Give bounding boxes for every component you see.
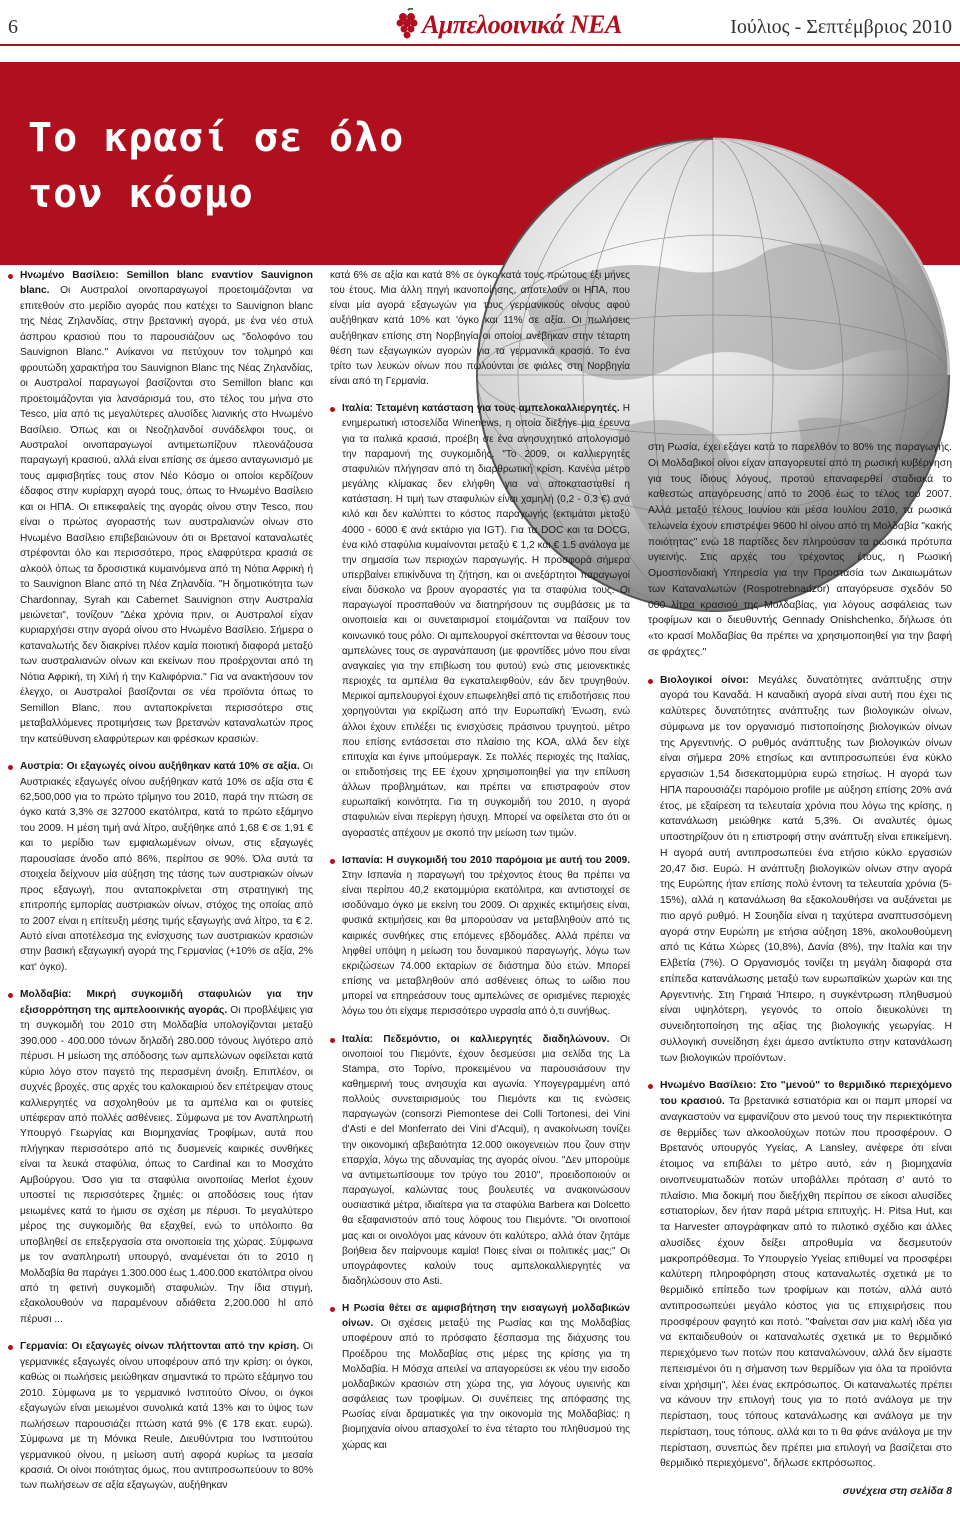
article-uk-calories [648,1078,952,1472]
article-italy [330,401,630,841]
issue-date: Ιούλιος - Σεπτέμβριος 2010 [730,16,952,38]
article-body: Οι Αυστριακές εξαγωγές οίνου αυξήθηκαν κατά 10% σε αξία στα € 62,500,000 για το πρώτο τρίμηνο του 2010, παρά την πτώση σε όγκο κατά 3,3% σε 327000 εκατόλιτρα, κατά το πρώτο εξάμηνο του 2009. Η μέση τιμή ανά λίτρο, αυξήθηκε από 1,68 € σε 1,91 € και το μερίδιο των εμφιαλωμένων οίνων, στις εξαγωγές παρουσίασε άνοδο από 86%, περίπου σε 90%. Όλα αυτά τα στοιχεία δείχνουν μία αύξηση της τάσης των αυστριακών οίνων προς εξαγωγή, που ανταποκρίνεται στη στρατηγική της επιτροπής εμπορίας αυστριακών οίνων, στόχος της οποίας από το 2007 είναι η επίτευξη μέσης τιμής εξαγωγής ανά λίτρο, τα € 2. Αυτό είναι αποτέλεσμα της ενίσχυσης των αυστριακών κρασιών στην βασική εξαγωγική αγορά της Γερμανίας (+10% σε αξία, 2% κατ' όγκο). [20,761,313,973]
title-line-2: τον κόσμο [28,171,254,217]
column-2 [330,268,630,1465]
continued-on-page: συνέχεια στη σελίδα 8 [842,1486,952,1497]
article-organic-wines [648,673,952,1067]
article-body: Οι Αυστραλοί οινοπαραγωγοί προετοιμάζονται να επιτεθούν στο μερίδιο αγοράς που κατέχει το Sauvignon blanc της Νέας Ζηλανδίας, στην βρετανική αγορά, με ένα νέο στυλ άσπρου κρασιού που το παρουσιάζουν ως "δολοφόνο του Sauvignon Blanc." Ανίκανοι να πετύχουν τον τολμηρό και φρουτώδη χαρακτήρα του Sauvignon Blanc της Νέας Ζηλανδίας, οι Αυστραλοί παραγωγοί βασίζονται στο Semillon blanc και προετοιμάζονται για λανσάρισμά του, στο τέλος του μήνα στο Tesco, μία από τις μεγαλύτερες αλυσίδες λιανικής στο Ηνωμένο Βασίλειο. Όπως και οι Νεοζηλανδοί συνάδελφοι τους, οι Αυστραλοί οινοπαραγωγοί αντιμετωπίζουν πλεονάζουσα παραγωγή κρασιού, αλλά είναι επίσης σε άμεσο ανταγωνισμό με τους αμφισβητίες τους στον Νέο Κόσμο οι οποίοι κερδίζουν έδαφος στην κυρίαρχη αγορά τους, όπως το Ηνωμένο Βασίλειο και οι ΗΠΑ. Οι επικεφαλείς της αγοράς οίνου στην Tesco, που είναι ο πρώτος αγοραστής των αυστραλιανών οίνων στο Ηνωμένο Βασίλειο επιβεβαιώνουν ότι οι Βρετανοί καταναλωτές στρέφονται όλο και περισσότερο, προς ελαφρύτερα κρασιά σε αλκοόλ όπως τα δροσιστικά κυμαινόμενα από τη Νότια Αφρική ή το Sauvignon Blanc από τη Νέα Ζηλανδία. "Η δημοτικότητα των Chardonnay, Syrah και Cabernet Sauvignon στην Αυστραλία μειώνεται", τονίζουν "Δέκα χρόνια πριν, οι Αυστραλοί είχαν κυριαρχήσει στην αγορά οίνου στο Ηνωμένο Βασίλειο. Σήμερα ο καταναλωτής δεν διακρίνει πλέον καμία ποιοτική διαφορά μεταξύ των αυστραλιανών οίνων και εκείνων που προέρχονται από τη Νότια Αφρική, τη Χιλή ή την Καλιφόρνια." Για να ανακτήσουν τον έλεγχο, οι Αυστραλοί βασίζονται σε νέα προϊόντα όπως το Semillon Blanc, που ανταποκρίνεται περισσότερο στις μεταβαλλόμενες προτιμήσεις των βρετανών καταναλωτών προς την κατεύθυνση ελαφρύτερων και φρέσκων κρασιών. [20,285,313,745]
article-germany-continued: κατά 6% σε αξία και κατά 8% σε όγκο κατά τους πρώτους έξι μήνες του έτους. Μια άλλη πηγή ικανοποίησης, αποτελούν οι ΗΠΑ, που είναι μία αγορά εξαγωγών για τους γερμανικούς οίνους αφού αυξήθηκαν κατά 10% κατ 'όγκο και 11% σε αξία. Οι πωλήσεις αυξήθηκαν επίσης στη Νορβηγία οι οποίοι ανέβηκαν στην τέταρτη θέση των εξαγωγικών αγορών για τα γερμανικά κρασιά. Το ένα τρίτο των λευκών οίνων που πωλούνται σε φιάλες στη Νορβηγία είναι από τη Γερμανία. [330,270,630,388]
page-number: 6 [8,16,18,38]
article-heading: Αυστρία: Οι εξαγωγές οίνου αυξήθηκαν κατά 10% σε αξία. [20,761,300,773]
article-austria [8,759,313,975]
article-body: Στην Ισπανία η παραγωγή του τρέχοντος έτους θα πρέπει να είναι περίπου 40,2 εκατομμύρια εκατόλιτρα, και αντιστοιχεί σε ισοδύναμο όγκο με εκείνη του 2009. Οι αρχικές εκτιμήσεις είναι, φυσικά εκτιμήσεις και θα μπορούσαν να μεταβληθούν από τις καιρικές συνθήκες στις επόμενες εβδομάδες. Αλλά πρέπει να ληφθεί υπόψη η μείωση του δυναμικού παραγωγής, λόγω των εκριζώσεων 74.000 εκταρίων σε διάστημα δύο ετών. Μπορεί επίσης να μεταβληθούν από ασθένειες όπως το ωίδιο που μπορεί να επηρεάσουν τους αμπελώνες σε ορισμένες περιοχές λόγω του ότι είχαμε περισσότερο υγρασία από ό,τι συνήθως. [342,869,630,1018]
article-spain [330,853,630,1020]
column-1 [8,268,313,1506]
article-heading: Ιταλία: Τεταμένη κατάσταση για τους αμπελοκαλλιεργητές. [342,403,620,415]
article-heading: Ιταλία: Πεδεμόντιο, οι καλλιεργητές διαδηλώνουν. [342,1033,610,1045]
article-piedmont [330,1032,630,1290]
article-body: Μεγάλες δυνατότητες ανάπτυξης στην αγορά του Καναδά. Η καναδική αγορά είναι αυτή που έχει τις καλύτερες δυνατότητες ανάπτυξης των βιολογικών οίνων, σύμφωνα με τον οργανισμό πιστοποίησης βιολογικών οίνων της Αργεντινής. Ο ρυθμός ανάπτυξης των βιολογικών οίνων είναι σήμερα 20% ετησίως και αντιπροσωπεύει ένα κύκλο εργασιών 1,54 δισεκατομμύρια ευρώ ετησίως. Η αγορά των ΗΠΑ παρουσιάζει παρόμοιο profile με αύξηση επίσης 20% ανά έτος, με εξαίρεση τα τελευταία χρόνια που λόγω της κρίσης, η κατανάλωση μειώθηκε κατά 5,3%. Οι αναλυτές όμως υποστηρίζουν ότι η επιστροφή στην ανάπτυξη είναι επικείμενη. Η αγορά αυτή αντιπροσωπεύει ένα ετήσιο κύκλο εργασιών 20,47 δισ. Ευρώ. Η ανάπτυξη βιολογικών οίνων στην αγορά της Ευρώπης ήταν επίσης πολύ έντονη τα τελευταία χρόνια (5-15%), αλλά η κατανάλωση θα εξακολουθήσει να αυξάνεται με πιο αργό ρυθμό. Η Σουηδία είναι η ταχύτερα αναπτυσσόμενη αγορά στην Ευρώπη με ετήσια αύξηση 18%, ακολουθούμενη από τις Κάτω Χώρες (10,8%), Δανία (8%), την Ιταλία και την Ελβετία (7%). Ο Οργανισμός τονίζει τη μεγάλη διαφορά στα επίπεδα κατανάλωσης μεταξύ των ευρωπαϊκών χωρών και της Αργεντινής. Στη Γηραιά Ήπειρο, η συγκέντρωση πληθυσμού είναι υψηλότερη, γεγονός το οποίο διευκολύνει τη συνειδητοποίηση της αξίας της βιολογικής γεωργίας. Η συλλογική συνείδηση έχει άμεσο αντίκτυπο στην κατανάλωση των βιολογικών προϊόντων. [660,674,952,1064]
publication-logo [396,6,622,46]
article-heading: Ισπανία: Η συγκομιδή του 2010 παρόμοια με αυτή του 2009. [342,854,630,866]
article-heading: Γερμανία: Οι εξαγωγές οίνων πλήττονται από την κρίση. [20,1341,300,1353]
article-moldova [8,987,313,1327]
article-heading: Μολδαβία: Μικρή συγκομιδή σταφυλιών για την εξισορρόπηση της αμπελοοινικής αγοράς. [20,989,313,1016]
article-body: Οι γερμανικές εξαγωγές οίνου υποφέρουν από την κρίση: οι όγκοι, καθώς οι πωλήσεις μειώθηκαν σημαντικά το πρώτο εξάμηνο του 2010. Σύμφωνα με το γερμανικό Ινστιτούτο Οίνου, οι όγκοι εξαγωγών είναι μειωμένοι συνολικά κατά 13% και το ύψος των πωλήσεων παρουσιάζει πτώση κατά 9% (€ 178 εκατ. ευρώ). Σύμφωνα με τη Μόνικα Reule, Διευθύντρια του Ινστιτούτου γερμανικού οίνου, η μείωση αυτή αφορά κυρίως τα μεσαία κρασιά. Οι οίνοι ποιότητας όμως, που αντιπροσωπεύουν το 80% των πωλήσεων σε αξία εξαγωγών, αυξήθηκαν [20,1341,313,1492]
article-heading: Η Ρωσία θέτει σε αμφισβήτηση την εισαγωγή μολδαβικών οίνων. [342,1303,630,1330]
article-body: Οι σχέσεις μεταξύ της Ρωσίας και της Μολδαβίας υποφέρουν από το πρόσφατο ξέσπασμα της διάχυσης του Προέδρου της Μολδαβίας στις μέρες της κρίσης για τη Μολδαβία. Η Μόσχα απειλεί να απαγορεύσει εκ νέου την εισοδο μολδαβικών κρασιών στη χώρα της, για λόγους υγιεινής και ασφάλειας των τροφίμων. Οι συνέπειες της απόφασης της Ρωσίας είναι δραματικές για την οικονομία της Μολδαβίας: η βιομηχανία οίνου απασχολεί το ένα τέταρτο του πληθυσμού της χώρας και [342,1318,630,1451]
title-line-1: Το κρασί σε όλο [28,115,405,161]
article-body: Η ενημερωτική ιστοσελίδα Winenews, η οποία διεξήγε μια έρευνα για τα ιταλικά κρασιά, προέβη σε ένα ανησυχητικό απολογισμό την παραμονή της συγκομιδής. "Το 2009, οι καλλιεργητές σταφυλιών πλήγησαν από τη διαρθρωτική κρίση. Κανένα μέτρο μεγάλης κλίμακας δεν ελήφθη για να αποκατασταθεί η κατάσταση. Η τιμή των σταφυλιών είναι χαμηλή (0,2 - 0,3 €) ανά κιλό και δεν καλύπτει το κόστος παραγωγής (εκτιμάται μεταξύ 4000 - 6000 € ανά εκτάριο για IGT). Για τα DOC και τα DOCG, ένα κιλό σταφύλια κυμαίνονται μεταξύ € 1,2 και € 1.5 ανάλογα με την σημασία των περιοχών παραγωγής. Η προσφορά σήμερα υπερβαίνει επικίνδυνα τη ζήτηση, και οι ανεξάρτητοι παραγωγοί είναι δύσκολο να βρουν αγοραστές για τα σταφύλια τους. Οι παραγωγοί προσπαθούν να διατηρήσουν τις συμβάσεις με τα οινοποιεία και οι συνεταιρισμοί ετοιμάζονται να παίξουν τον κοινωνικό τους ρόλο. Οι αμπελουργοί σκέπτονται να θέσουν τους αμπελώνες τους σε αγρανάπαυση (με φροντίδες μόνο που είναι αναγκαίες για την επιβίωση του φυτού) ενώ στις μειονεκτικές περιοχές τα αμπέλια θα εγκαταλειφθούν, εάν δεν τρυγηθούν. Μερικοί αμπελουργοί έχουν επωφεληθεί από τις επιδοτήσεις που χορηγούνται για εκρίζωση από την Ευρωπαϊκή Ένωση, ενώ άλλοι έχουν επιλέξει τις ενισχύσεις πράσινου τρυγητού, μέτρο που επίσης εντάσσεται στο πλαίσιο της ΚΟΑ, αλλά δεν είχε επιτυχία και έγινε μπούμεραγκ. Σε πολλές περιοχές της Ιταλίας, οι επιδοτήσεις της ΕΕ έχουν χρησιμοποιηθεί για την επίλυση άλλων προβλημάτων, και πρέπει να επιστραφούν στον ευρωπαϊκή κοινότητα. Για τη συγκομιδή του 2010, η αγορά σταφυλιών είναι περίεργη ήσυχη. Μπορεί να οφείλεται στο ότι οι αγοραστές απέχουν με σκοπό την μείωση των τιμών. [342,403,631,839]
article-body: Τα βρετανικά εστιατόρια και οι παμπ μπορεί να αναγκαστούν να εμφανίζουν στο μενού τους την περιεκτικότητα σε θερμίδες των αλκοολούχων ποτών που προσφέρουν. Ο Βρετανός υπουργός Υγείας, Α Lansley, ανέφερε ότι είναι έτοιμος να επιβάλει το μέτρο αυτό, εάν η βιομηχανία οινοπνευματωδών ποτών υποβάλλει πρόταση σ' αυτό το πλαίσιο. Μια δοκιμή που διεξήχθη περίπου σε είκοσι αλυσίδες εστιατορίων, δεν ήταν παρά μέτρια επιτυχής. Η. Pitsa Hut, και τα Harvester απογράφηκαν από το πιλοτικό σχέδιο και άλλες αλυσίδες έχουν δείξει απροθυμία να δεσμευτούν μακροπρόθεσμα. Το Υπουργείο Υγείας επιθυμεί να προσφέρει καλύτερη πληροφόρηση στους καταναλωτές σχετικά με το θερμιδικό επίπεδο των τροφίμων και ποτών, αλλά αυτό αντιπροσωπεύει μεγάλο κόστος για τις επιχειρήσεις που προσφέρουν φαγητό και ποτό. "Φαίνεται σαν μια καλή ιδέα για να εκπαιδευθούν οι καταναλωτές σχετικά με το θερμιδικό περιεχόμενο των ποτών που καταναλώνουν, αλλά δεν είμαστε πεπεισμένοι ότι η σήμανση των θερμίδων για όλα τα προϊόντα είναι χρήσιμη", λέει ένας εκπρόσωπος. Οι καταναλωτές πρέπει να κάνουν την επιλογή τους για το ποτό ανάλογα με την περίσταση, τους τόπους κατανάλωσης και ανάλογα με την περίσταση, τους τόπους. αλλά και το τι θα φάνε ανάλογα με την περίσταση, συνεπώς δεν πρέπει μια επιλογή να βασίζεται στο θερμιδικό περιεχόμενο", δήλωσε εκπρόσωπος. [660,1096,952,1470]
article-russia [330,1301,630,1453]
grapes-icon [396,8,420,42]
header-rule [0,44,960,46]
article-heading: Βιολογικοί οίνοι: [660,674,749,686]
article-body: Οι οινοποιοί του Πιεμόντε, έχουν δεσμεύσει μια σελίδα της La Stampa, στο Τορίνο, προκειμένου να παρουσιάσουν την καθημερινή τους ανησυχία και αγωνία. Υπογεγραμμένη από πολλούς συνεταιρισμούς του Πιεμόντε και τις ενώσεις παραγωγών (consorzi Piemontese dei Colli Tortonesi, dei Vini d'Asti e del Monferrato dei Vini d'Acqui), η ανακοίνωση τονίζει την οικονομική αβεβαιότητα 12.000 οικογενειών που ζουν στην επαρχία, λόγω της αδυναμίας της αγοράς οίνου. "Δεν μπορούμε να αντιμετωπίσουμε τον τρύγο του 2010", προειδοποιούν οι παραγωγοί, καλώντας τους βουλευτές να ανακοινώσουν ουσιαστικά μέτρα, ιδιαίτερα για τα σταφύλια Barbera και Dolcetto θα εξαφανιστούν από τους λόφους του Πιεμόντε. "Οι οινοποιοί μας και οι οινολόγοι μας κάνουν ότι καλύτερο, αλλά όταν ζητάμε βοήθεια δεν παίρνουμε καμία! Ποιες είναι οι πολιτικές μας;" Οι υπογράφοντες καλούν τους αμπελοκαλλιεργητές να διαδηλώσουν στο Asti. [342,1033,631,1287]
page-header [0,0,960,62]
column-3 [648,440,952,1500]
article-germany [8,1339,313,1494]
logo-wordmark: Αμπελοοινικά ΝΕΑ [422,10,622,39]
article-heading: Ηνωμένο Βασίλειο: Στο "μενού" το θερμιδικό περιεχόμενο του κρασιού. [660,1080,952,1107]
article-russia-continued: στη Ρωσία, έχει εξάγει κατά το παρελθόν το 80% της παραγωγής. Οι Μολδαβικοί οίνοι είχαν απαγορευτεί από τη ρωσική κυβέρνηση για τους ίδιους λόγους, προτού επαναφερθεί σταδιακά το καθεστώς απαγόρευσης από το 2006 έως το τέλος του 2007. Αλλά μεταξύ τέλους Ιουνίου και μέσα Ιουλίου 2010, τα ρωσικά τελωνεία έχουν επιστρέψει 9600 hl οίνου από τη Μολδαβία "κακής ποιότητας" ενώ 18 παρτίδες δεν πληρούσαν τα ρωσικά πρότυπα υγιεινής. Στις αρχές του τρέχοντος έτους, η Ρωσική Ομοσπονδιακή Υπηρεσία για την Προστασία των Δικαιωμάτων των Καταναλωτών (Rospotrebnadzor) απαγόρευσε σχεδόν 50 000 λίτρα κρασιού της Μολδαβίας, για λόγους ασφάλειας των τροφίμων και ο διευθυντής Gennady Onishchenko, δήλωσε ότι «το κρασί Μολδαβίας θα πρέπει να χρησιμοποιηθεί για την βαφή σε φράχτες." [648,442,952,658]
article-heading: Ηνωμένο Βασίλειο: Semillon blanc εναντίον Sauvignon blanc. [20,270,313,297]
page-title [28,110,404,222]
article-body: Οι προβλέψεις για τη συγκομιδή του 2010 στη Μολδαβία υπολογίζονται μεταξύ 390.000 - 400.000 τόνων δηλαδή 280.000 τόνους λιγότερο από πέρυσι. Η μείωση της απόδοσης των αμπελώνων οφείλεται κατά κύριο λόγο στον παγετό της περασμένη άνοιξη. Επιπλέον, οι συχνές βροχές, στις αρχές του καλοκαιριού δεν επέτρεψαν στους καλλιεργητές να ασχοληθούν με τα αμπέλια και οι φυτείες υπέφεραν από πολλές ασθένειες. Σύμφωνα με τον Αναπληρωτή Υπουργό Γεωργίας και Βιομηχανίας Τροφίμων, αυτά που πλήγηκαν περισσότερο από τις δυσμενείς καιρικές συνθήκες είναι τα λευκά σταφύλια, όπως το Cardinal και το Μοσχάτο Αμβούργου. Όσο για τα σταφύλια οινοποιίας Merlot έχουν υποστεί τις περισσότερες ζημιές: οι αποδόσεις τους ήταν μειωμένες κατά το ήμισυ σε σχέση με πέρυσι. Το μεγαλύτερο μέρος της συγκομιδής θα εξαχθεί, ενώ το υπόλοιπο θα υποβληθεί σε επεξεργασία στα οινοποιεία της χώρας. Σύμφωνα με τον αναπληρωτή υπουργό, αναμένεται ότι το 2010 η Μολδαβία θα παράγει 1.300.000 έως 1.400.000 εκατόλιτρα οίνου από τη φετινή συγκομιδή σταφυλιών. Την ίδια στιγμή, εξακολουθούν να παραμένουν αδιάθετα 2,200.000 hl από πέρυσι ... [20,1004,313,1325]
article-uk-semillon [8,268,313,747]
